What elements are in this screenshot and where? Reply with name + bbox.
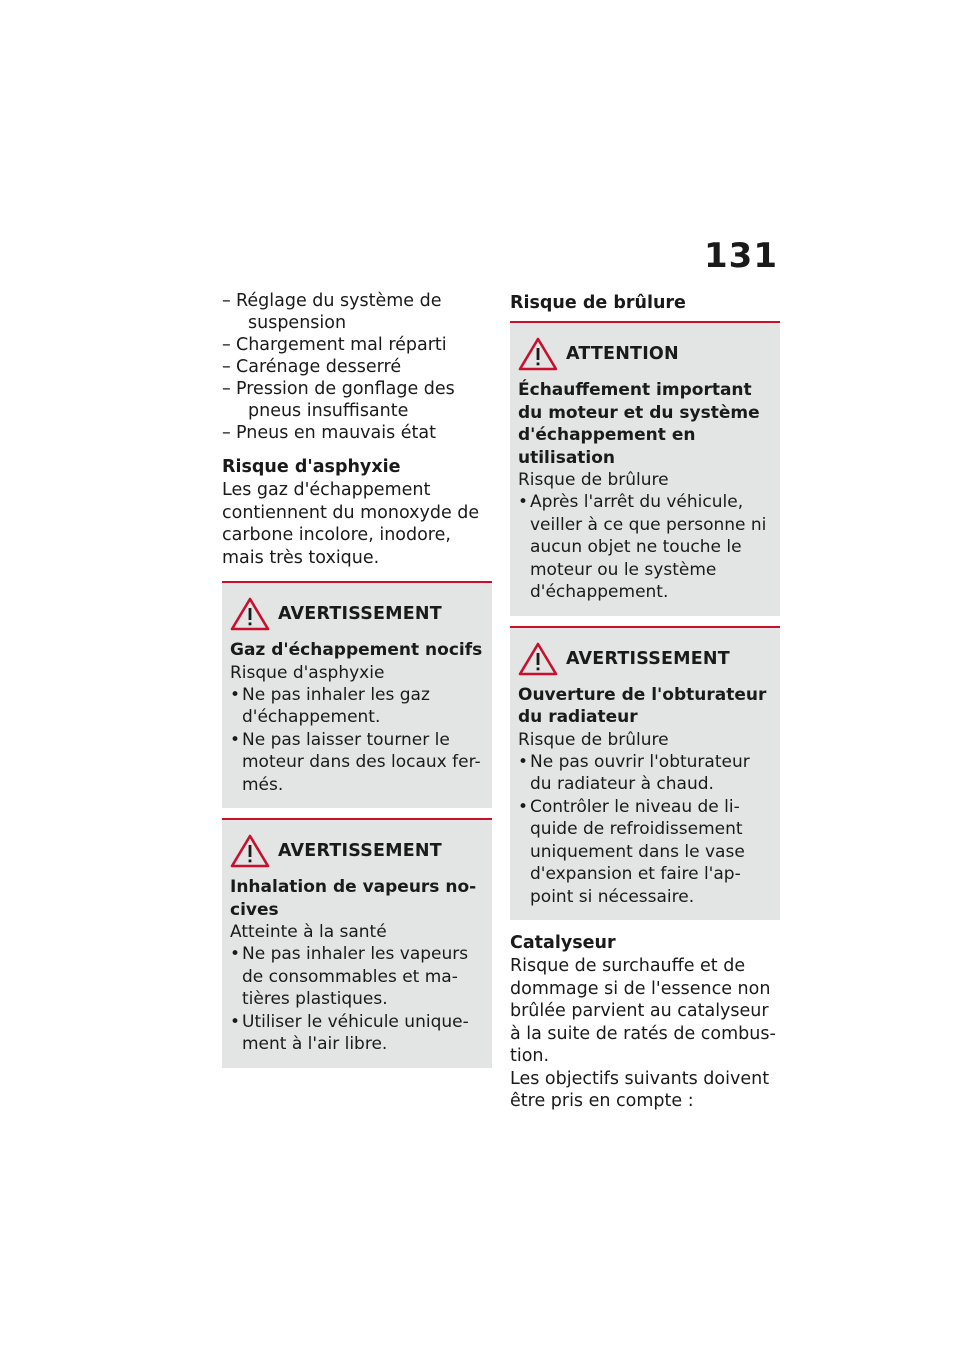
bullet-item: • Après l'arrêt du véhicule, veiller à ce que personne ni aucun objet ne touche le moteur ou le système d'échappement.: [518, 491, 772, 604]
warning-bullets: [518, 751, 772, 909]
warning-box-radiator: [510, 626, 780, 921]
page-number: 131: [704, 236, 778, 276]
right-column: [510, 290, 780, 1113]
asphyxia-text: Les gaz d'échappement contiennent du monoxyde de carbone incolore, inodore, mais très toxique.: [222, 480, 480, 568]
burn-heading: Risque de brûlure: [510, 293, 686, 313]
warning-triangle-icon: [518, 337, 558, 371]
attention-subtitle: Risque de brûlure: [518, 470, 669, 490]
list-item: – Carénage desserré: [222, 356, 492, 378]
bullet-item: • Ne pas inhaler les vapeurs de consommables et ma-tières plastiques.: [230, 943, 484, 1011]
warning-box-header: [230, 834, 484, 868]
warning-title: Inhalation de vapeurs no-cives: [230, 877, 477, 920]
attention-bullets: [518, 491, 772, 604]
catalyst-text: Risque de surchauffe et de dommage si de l'essence non brûlée parvient au catalyseur à la suite de ratés de combus-tion.: [510, 956, 776, 1066]
catalyst-heading: Catalyseur: [510, 933, 616, 953]
warning-subtitle: Atteinte à la santé: [230, 922, 387, 942]
objectives-text: Les objectifs suivants doivent être pris en compte :: [510, 1068, 770, 1111]
asphyxia-heading: Risque d'asphyxie: [222, 457, 401, 477]
warning-box-exhaust: [222, 581, 492, 808]
bullet-item: • Ne pas inhaler les gaz d'échappement.: [230, 684, 484, 729]
bullet-item: • Ne pas ouvrir l'obturateur du radiateur à chaud.: [518, 751, 772, 796]
warning-bullets: [230, 684, 484, 797]
list-item: – Pression de gonflage des pneus insuffisante: [222, 378, 492, 422]
list-item: – Pneus en mauvais état: [222, 422, 492, 444]
warning-box-header: [518, 337, 772, 371]
attention-box-exhaust-heat: [510, 321, 780, 616]
warning-bullets: [230, 943, 484, 1056]
warning-subtitle: Risque de brûlure: [518, 729, 669, 750]
warning-box-header: [518, 642, 772, 676]
warning-label: AVERTISSEMENT: [278, 604, 442, 624]
warning-label: AVERTISSEMENT: [566, 648, 730, 669]
attention-label: ATTENTION: [566, 344, 679, 364]
warning-triangle-icon: [230, 834, 270, 868]
list-item: – Réglage du système de suspension: [222, 290, 492, 334]
warning-box-vapours: [222, 818, 492, 1068]
attention-title: Échauffement important du moteur et du système d'échappement en utilisation: [518, 380, 760, 468]
dash-list: [222, 290, 492, 444]
warning-title: Gaz d'échappement nocifs: [230, 640, 483, 660]
bullet-item: • Utiliser le véhicule unique-ment à l'air libre.: [230, 1011, 484, 1056]
warning-subtitle: Risque d'asphyxie: [230, 662, 385, 683]
bullet-item: • Ne pas laisser tourner le moteur dans des locaux fer-més.: [230, 729, 484, 797]
bullet-item: • Contrôler le niveau de li-quide de refroidissement uniquement dans le vase d'expansion et faire l'ap-point si nécessaire.: [518, 796, 772, 909]
left-column: [222, 290, 492, 1068]
warning-label: AVERTISSEMENT: [278, 841, 442, 861]
list-item: – Chargement mal réparti: [222, 334, 492, 356]
warning-triangle-icon: [230, 597, 270, 631]
warning-title: Ouverture de l'obturateur du radiateur: [518, 684, 767, 727]
warning-box-header: [230, 597, 484, 631]
warning-triangle-icon: [518, 642, 558, 676]
